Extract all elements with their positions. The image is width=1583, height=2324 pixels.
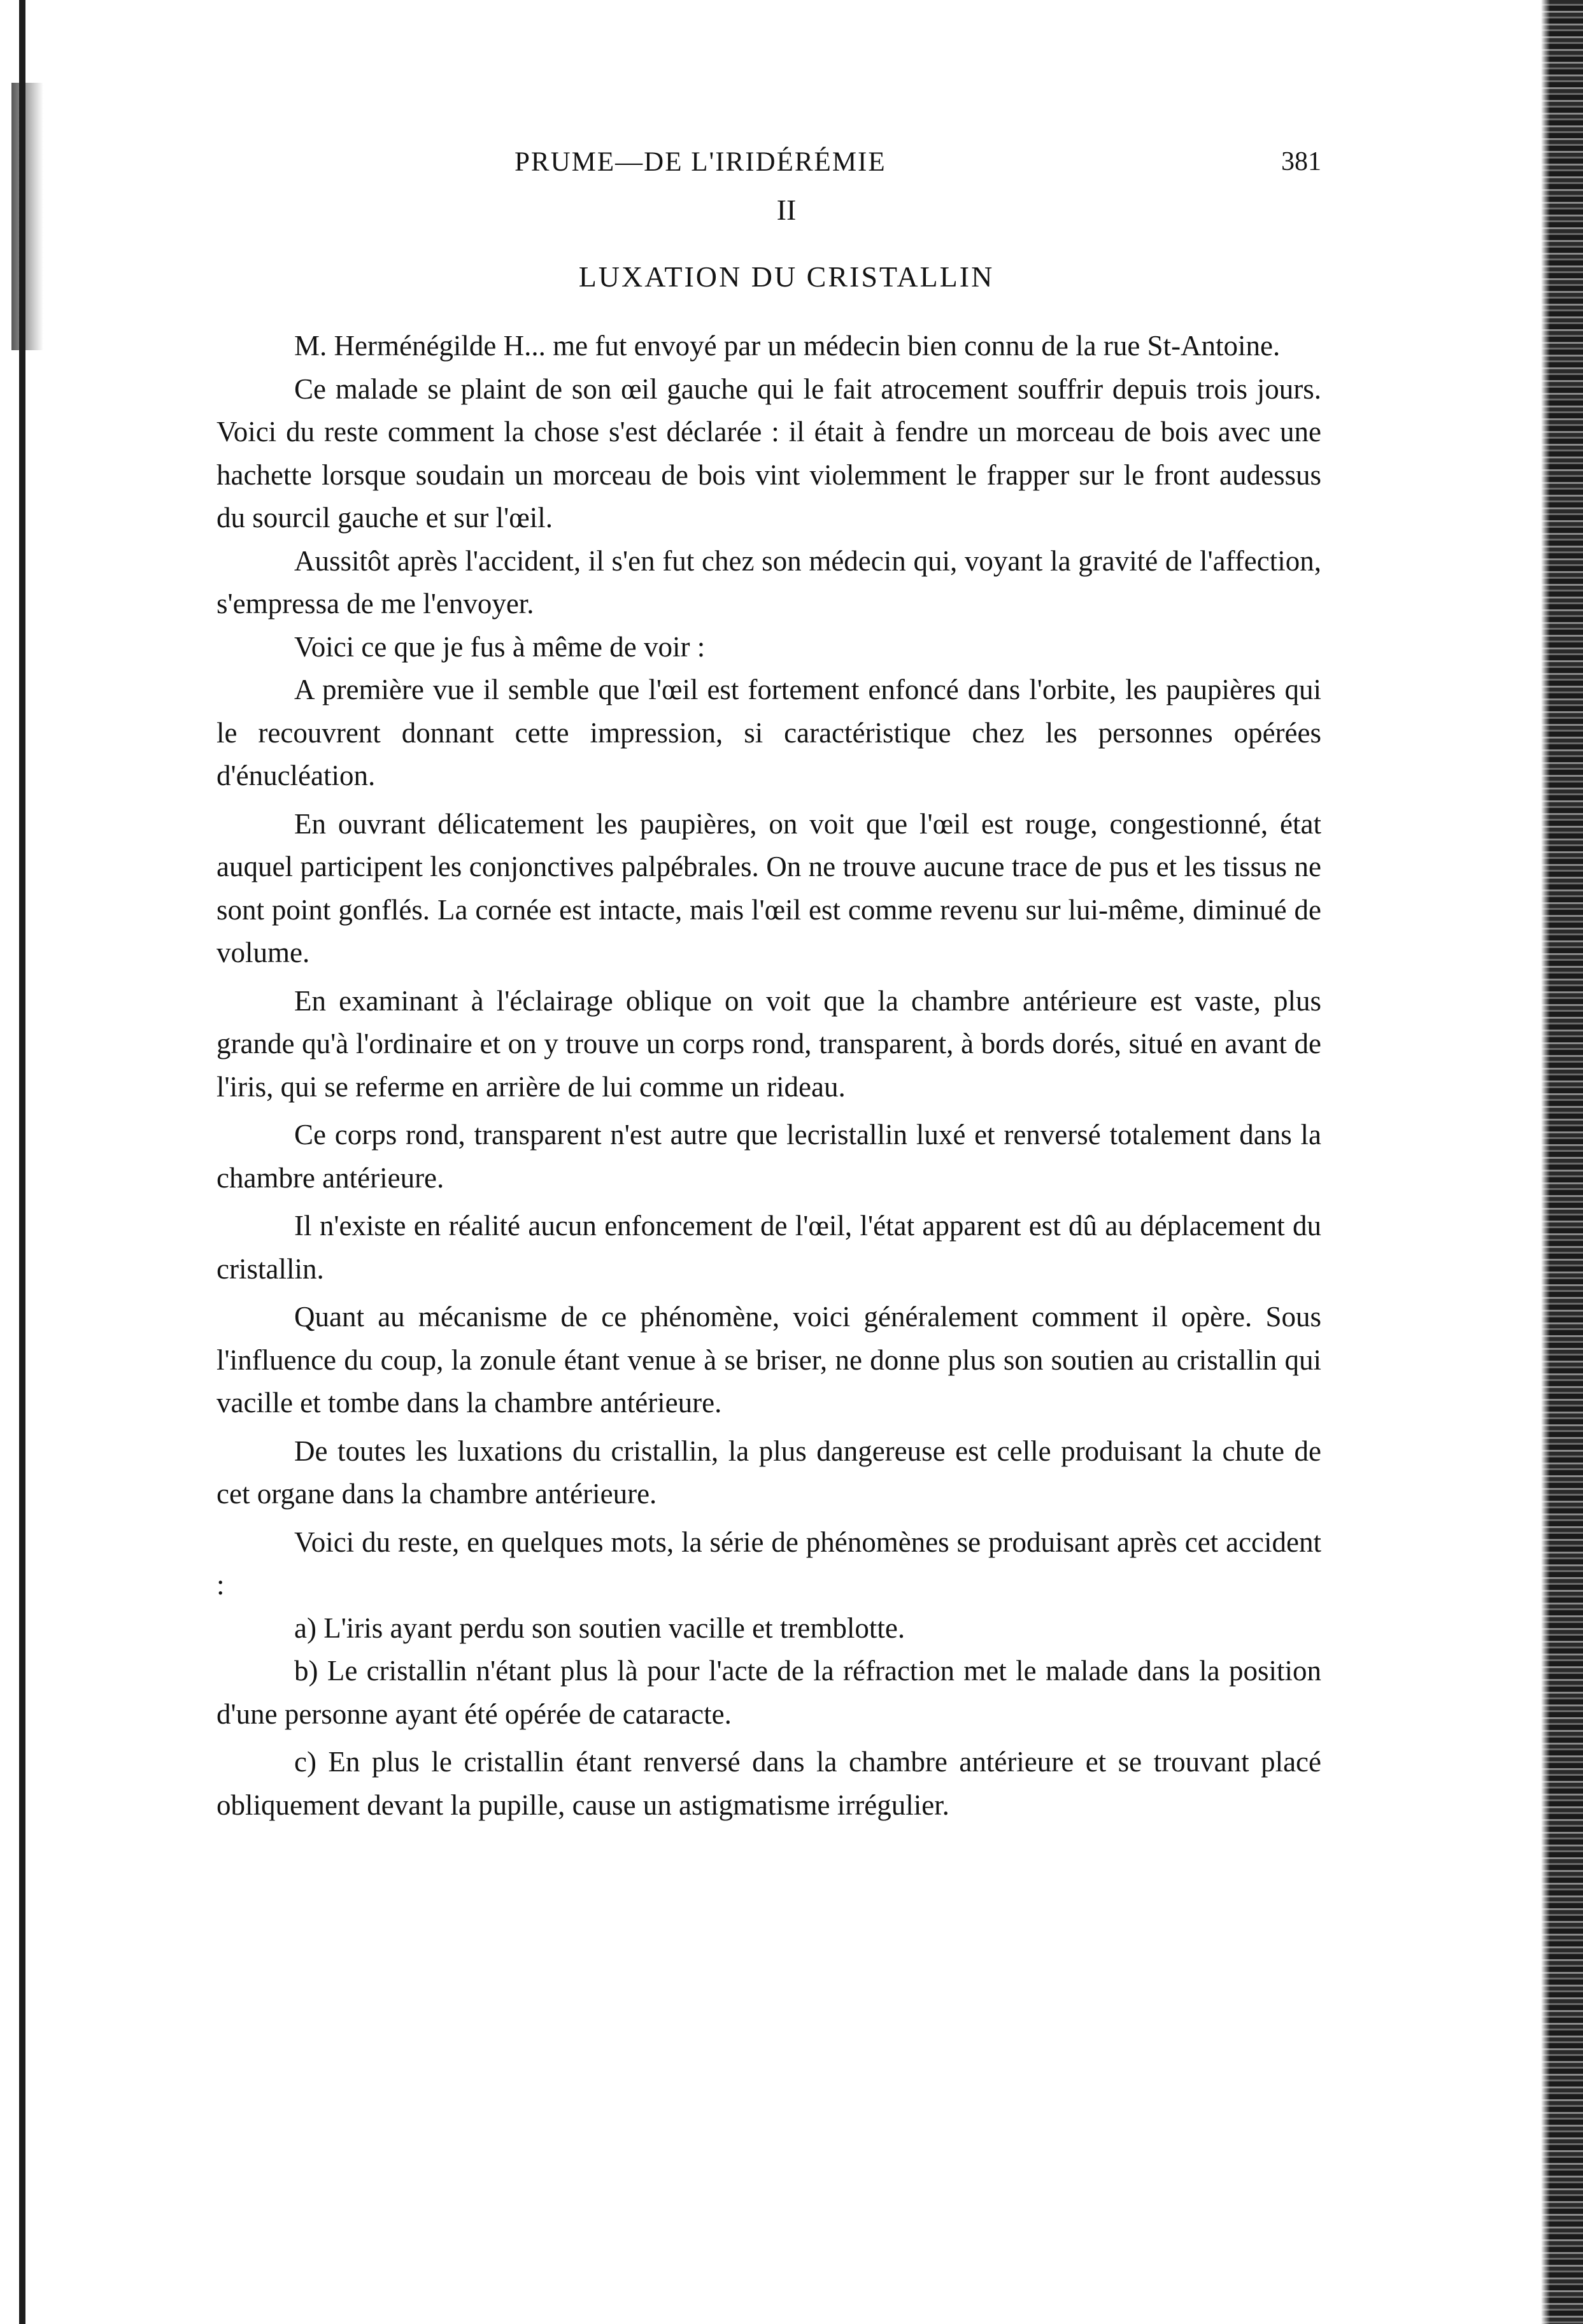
scan-right-page-edge bbox=[1541, 0, 1583, 2324]
running-head bbox=[217, 146, 1321, 191]
paragraph: Voici ce que je fus à même de voir : bbox=[294, 630, 706, 663]
body-text bbox=[217, 325, 1321, 1827]
section-title: LUXATION DU CRISTALLIN bbox=[578, 260, 995, 293]
page-edge-fade bbox=[1541, 0, 1550, 2324]
paragraph: Ce corps rond, transparent n'est autre que lecristallin luxé et renversé totalement dans la chambre antérieure. bbox=[217, 1119, 1321, 1194]
paragraph: Voici du reste, en quelques mots, la série de phénomènes se produisant après cet accident : bbox=[217, 1526, 1321, 1601]
paragraph: Ce malade se plaint de son œil gauche qui le fait atrocement souffrir depuis trois jours. Voici du reste comment la chose s'est déclarée : il était à fendre un morceau de bois avec une hachette lorsque soudain un morceau de bois vint violemment le frapper sur le front audessus du sourcil gauche et sur l'œil. bbox=[217, 372, 1321, 534]
section-number: II bbox=[776, 194, 797, 226]
paragraph: Aussitôt après l'accident, il s'en fut chez son médecin qui, voyant la gravité de l'affection, s'empressa de me l'envoyer. bbox=[217, 544, 1321, 620]
page-number: 381 bbox=[1281, 147, 1321, 176]
book-page bbox=[217, 146, 1321, 1827]
list-item-b: b) Le cristallin n'étant plus là pour l'acte de la réfraction met le malade dans la position d'une personne ayant été opérée de cataracte. bbox=[217, 1655, 1321, 1730]
paragraph: De toutes les luxations du cristallin, la plus dangereuse est celle produisant la chute de cet organe dans la chambre antérieure. bbox=[217, 1435, 1321, 1510]
list-item-c: c) En plus le cristallin étant renversé dans la chambre antérieure et se trouvant placé obliquement devant la pupille, cause un astigmatisme irrégulier. bbox=[217, 1746, 1321, 1821]
binding-shadow-flare bbox=[11, 83, 43, 350]
paragraph: Il n'existe en réalité aucun enfoncement de l'œil, l'état apparent est dû au déplacement du cristallin. bbox=[217, 1210, 1321, 1285]
running-title: PRUME—DE L'IRIDÉRÉMIE bbox=[515, 147, 886, 177]
paragraph: En ouvrant délicatement les paupières, on voit que l'œil est rouge, congestionné, état auquel participent les conjonctives palpébrales. On ne trouve aucune trace de pus et les tissus ne sont point gonflés. La cornée est intacte, mais l'œil est comme revenu sur lui-même, diminué de volume. bbox=[217, 807, 1321, 968]
list-item-a: a) L'iris ayant perdu son soutien vacille et tremblotte. bbox=[294, 1612, 905, 1644]
paragraph: En examinant à l'éclairage oblique on voit que la chambre antérieure est vaste, plus grande qu'à l'ordinaire et on y trouve un corps rond, transparent, à bords dorés, situé en avant de l'iris, qui se referme en arrière de lui comme un rideau. bbox=[217, 984, 1321, 1103]
paragraph: A première vue il semble que l'œil est fortement enfoncé dans l'orbite, les paupières qui le recouvrent donnant cette impression, si caractéristique chez les personnes opérées d'énucléation. bbox=[217, 674, 1321, 791]
scan-left-binding-edge bbox=[0, 0, 45, 2324]
paragraph: M. Herménégilde H... me fut envoyé par un médecin bien connu de la rue St-Antoine. bbox=[294, 330, 1281, 362]
paragraph: Quant au mécanisme de ce phénomène, voici généralement comment il opère. Sous l'influence du coup, la zonule étant venue à se briser, ne donne plus son soutien au cristallin qui vacille et tombe dans la chambre antérieure. bbox=[217, 1301, 1321, 1419]
